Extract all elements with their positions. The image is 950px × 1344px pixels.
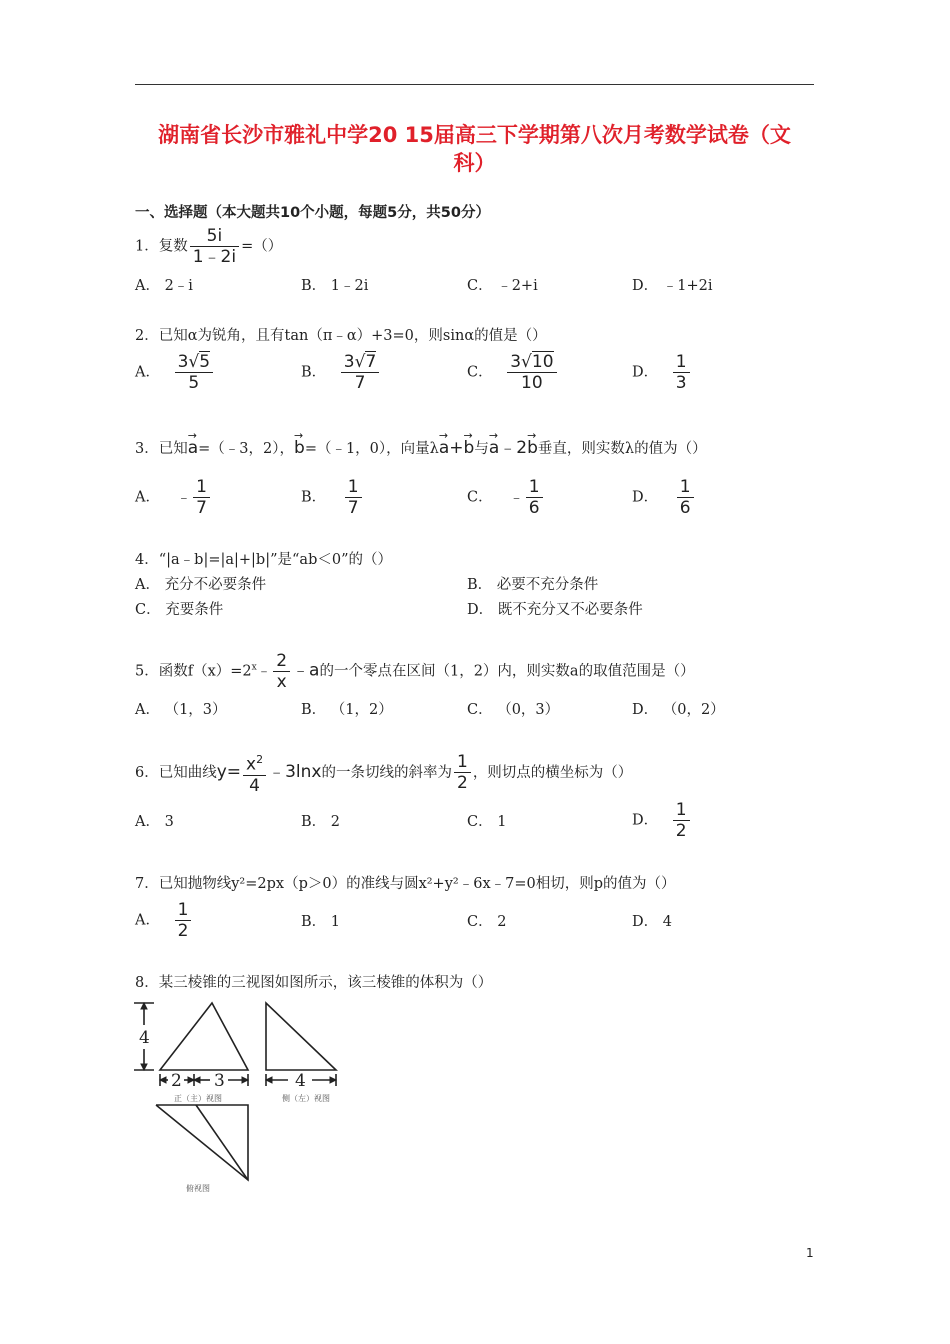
question-5-stem: 5．函数$f(x)=2^x﹣$ $\frac{2}{x}$ ﹣a的一个零点在区间（1，2）内，则实数a的取值范围是（） <box>135 651 695 692</box>
q4-option-a: A． 充分不必要条件 <box>135 577 267 593</box>
front-height-label: 4 <box>139 1028 150 1048</box>
question-1-stem: 1．复数 $\frac{5i}{1﹣2i}$ =（） <box>135 226 283 267</box>
vector-a: → a <box>439 438 449 458</box>
vector-a: → a <box>188 438 198 458</box>
question-8-stem: 8．某三棱锥的三视图如图所示，该三棱锥的体积为（） <box>135 975 493 991</box>
question-7-stem: 7．已知抛物线y²=2px（p＞0）的准线与圆x²+y²﹣6x﹣7=0相切，则p的值为（） <box>135 876 676 892</box>
q3-option-d: D． $\frac{1}{6}$ <box>632 477 696 518</box>
question-3-stem: 3．已知→ a=（﹣3，2），→ b=（﹣1，0），向量λ→ a+→ b与→ a﹣2→ b垂直，则实数λ的值为（） <box>135 438 707 459</box>
fraction: $\frac{x^2}{4}$ <box>243 750 266 796</box>
q1-option-a: A． 2﹣i <box>135 278 193 294</box>
q3-option-c: C． ﹣ $\frac{1}{6}$ <box>467 477 545 518</box>
section-heading: 一、选择题（本大题共10个小题，每题5分，共50分） <box>135 205 490 221</box>
q7-option-a: A． $\frac{1}{2}$ <box>135 900 193 941</box>
top-view-caption: 俯视图 <box>186 1184 210 1193</box>
q6-option-a: A． 3 <box>135 814 174 830</box>
fraction: $\frac{1}{3}$ <box>673 352 690 393</box>
question-6-stem: 6．已知曲线y= $\frac{x^2}{4}$ ﹣3lnx的一条切线的斜率为 $\frac{1}{2}$ ，则切点的横坐标为（） <box>135 750 632 796</box>
q2-option-d: D． $\frac{1}{3}$ <box>632 352 692 393</box>
q1-option-b: B． 1﹣2i <box>301 278 369 294</box>
fraction: $\frac{1}{6}$ <box>677 477 694 518</box>
fraction: $\frac{3√7}{7}$ <box>341 352 380 393</box>
front-width-label-1: 2 <box>171 1071 182 1091</box>
q5-option-b: B． （1，2） <box>301 702 393 718</box>
question-4-stem: 4．“|a﹣b|=|a|+|b|”是“ab＜0”的（） <box>135 552 392 568</box>
q6-option-c: C． 1 <box>467 814 507 830</box>
three-view-figure <box>130 995 350 1195</box>
q1-option-d: D． ﹣1+2i <box>632 278 713 294</box>
question-2-stem: 2．已知α为锐角，且有tan（π﹣α）+3=0，则sinα的值是（） <box>135 328 547 344</box>
fraction: $\frac{1}{2}$ <box>454 752 471 793</box>
side-view-caption: 侧（左）视图 <box>282 1094 330 1103</box>
q5-option-c: C． （0，3） <box>467 702 560 718</box>
fraction: $\frac{1}{2}$ <box>673 800 690 841</box>
q1-option-c: C． ﹣2+i <box>467 278 538 294</box>
q7-option-d: D． 4 <box>632 914 672 930</box>
q3-option-a: A． ﹣ $\frac{1}{7}$ <box>135 477 212 518</box>
fraction: $\frac{1}{7}$ <box>193 477 210 518</box>
q6-option-b: B． 2 <box>301 814 340 830</box>
front-view-caption: 正（主）视图 <box>174 1094 222 1103</box>
q7-option-c: C． 2 <box>467 914 507 930</box>
front-width-label-2: 3 <box>214 1071 225 1091</box>
fraction: $\frac{1}{6}$ <box>526 477 543 518</box>
q3-option-b: B． $\frac{1}{7}$ <box>301 477 364 518</box>
fraction: $\frac{1}{2}$ <box>175 900 192 941</box>
fraction: $\frac{5i}{1﹣2i}$ <box>190 226 239 267</box>
header-rule <box>135 84 814 85</box>
vector-a: → a <box>489 438 499 458</box>
fraction: $\frac{2}{x}$ <box>273 651 290 692</box>
q5-option-d: D． （0，2） <box>632 702 725 718</box>
fraction: $\frac{1}{7}$ <box>345 477 362 518</box>
q4-option-c: C． 充要条件 <box>135 602 224 618</box>
vector-b: → b <box>527 438 538 458</box>
fraction: $\frac{3√5}{5}$ <box>175 352 214 393</box>
title-line-2: 科） <box>453 151 496 175</box>
page-number: 1 <box>806 1246 814 1260</box>
q2-option-a: A． $\frac{3√5}{5}$ <box>135 352 215 393</box>
q2-option-c: C． $\frac{3√10}{10}$ <box>467 352 559 393</box>
exam-title <box>135 121 814 177</box>
vector-b: → b <box>294 438 305 458</box>
vector-b: → b <box>464 438 475 458</box>
q7-option-b: B． 1 <box>301 914 340 930</box>
fraction: $\frac{3√10}{10}$ <box>507 352 556 393</box>
side-width-label: 4 <box>295 1071 306 1091</box>
title-line-1: 湖南省长沙市雅礼中学20 15届高三下学期第八次月考数学试卷（文 <box>158 123 791 147</box>
q4-option-b: B． 必要不充分条件 <box>467 577 599 593</box>
q6-option-d: D． $\frac{1}{2}$ <box>632 800 692 841</box>
q4-option-d: D． 既不充分又不必要条件 <box>467 602 643 618</box>
q2-option-b: B． $\frac{3√7}{7}$ <box>301 352 381 393</box>
q5-option-a: A． （1，3） <box>135 702 227 718</box>
